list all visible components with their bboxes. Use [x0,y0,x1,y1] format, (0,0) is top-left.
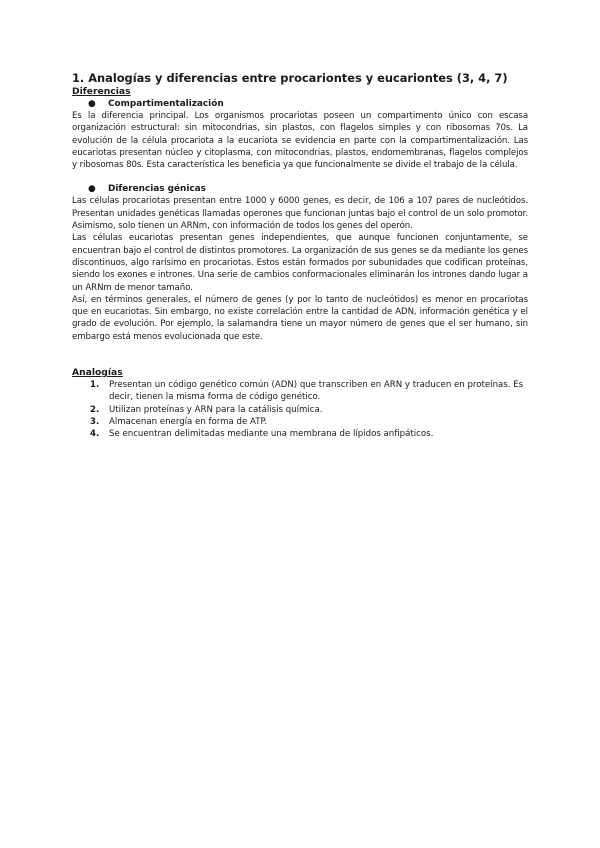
list-item-text: Se encuentran delimitadas mediante una membrana de lípidos anfipáticos. [109,429,434,440]
list-item-number: 2. [90,404,100,415]
genic-differences-bullet-title [72,183,528,195]
compartmentalization-bullet-title [72,98,528,110]
list-item [72,404,528,416]
genic-differences-title: Diferencias génicas [108,184,206,195]
list-item-text: Utilizan proteínas y ARN para la catálisis química. [109,404,323,415]
document-title: 1. Analogías y diferencias entre procariontes y eucariontes (3, 4, 7) [72,71,508,85]
list-item [72,416,528,428]
genic-paragraph-1: Las células procariotas presentan entre 1000 y 6000 genes, es decir, de 106 a 107 pares de nucleótidos. Presentan unidades genéticas llamadas operones que funcionan juntas bajo el control de un solo promotor. Asimismo, solo tienen un ARNm, con información de todos los genes del operón. [72,196,528,232]
differences-heading: Diferencias [72,86,131,97]
genic-paragraph-2: Las células eucariotas presentan genes independientes, que aunque funcionen conjuntamente, se encuentran bajo el control de distintos promotores. La organización de sus genes se da mediante los genes discontinuos, algo rarísimo en procariotas. Estos están formados por subunidades que codifican proteínas, siendo los exones e intrones. Una serie de cambios conformacionales eliminarán los intrones dando lugar a un ARNm de menor tamaño. [72,233,528,293]
list-item-text: Presentan un código genético común (ADN) que transcriben en ARN y traducen en proteínas. Es decir, tienen la misma forma de código genético. [109,380,524,403]
compartmentalization-paragraph: Es la diferencia principal. Los organismos procariotas poseen un compartimento único con escasa organización estructural: sin mitocondrias, sin plastos, con flagelos simples y con ribosomas 70s. La evolución de la célula procariota a la eucariota se evidencia en parte con la compartimentalización. Las eucariotas presentan núcleo y citoplasma, con mitocondrias, plastos, endomembranas, flagelos complejos y ribosomas 80s. Esta característica les beneficia ya que funcionalmente se divide el trabajo de la célula. [72,111,528,171]
document-page [72,70,528,441]
list-item [72,428,528,440]
compartmentalization-title: Compartimentalización [108,99,224,109]
list-item-number: 1. [90,380,100,391]
analogies-list [72,379,528,440]
list-item-number: 3. [90,416,100,427]
genic-paragraph-3: Así, en términos generales, el número de genes (y por lo tanto de nucleótidos) es menor en procariotas que en eucariotas. Sin embargo, no existe correlación entre la cantidad de ADN, información genética y el grado de evolución. Por ejemplo, la salamandra tiene un mayor número de genes que el ser humano, sin embargo está menos evolucionada que este. [72,294,528,342]
analogies-heading: Analogías [72,367,123,379]
list-item-number: 4. [90,429,100,440]
bullet-icon: ● [88,184,96,195]
list-item [72,379,528,404]
bullet-icon: ● [88,99,96,109]
list-item-text: Almacenan energía en forma de ATP. [109,416,268,427]
